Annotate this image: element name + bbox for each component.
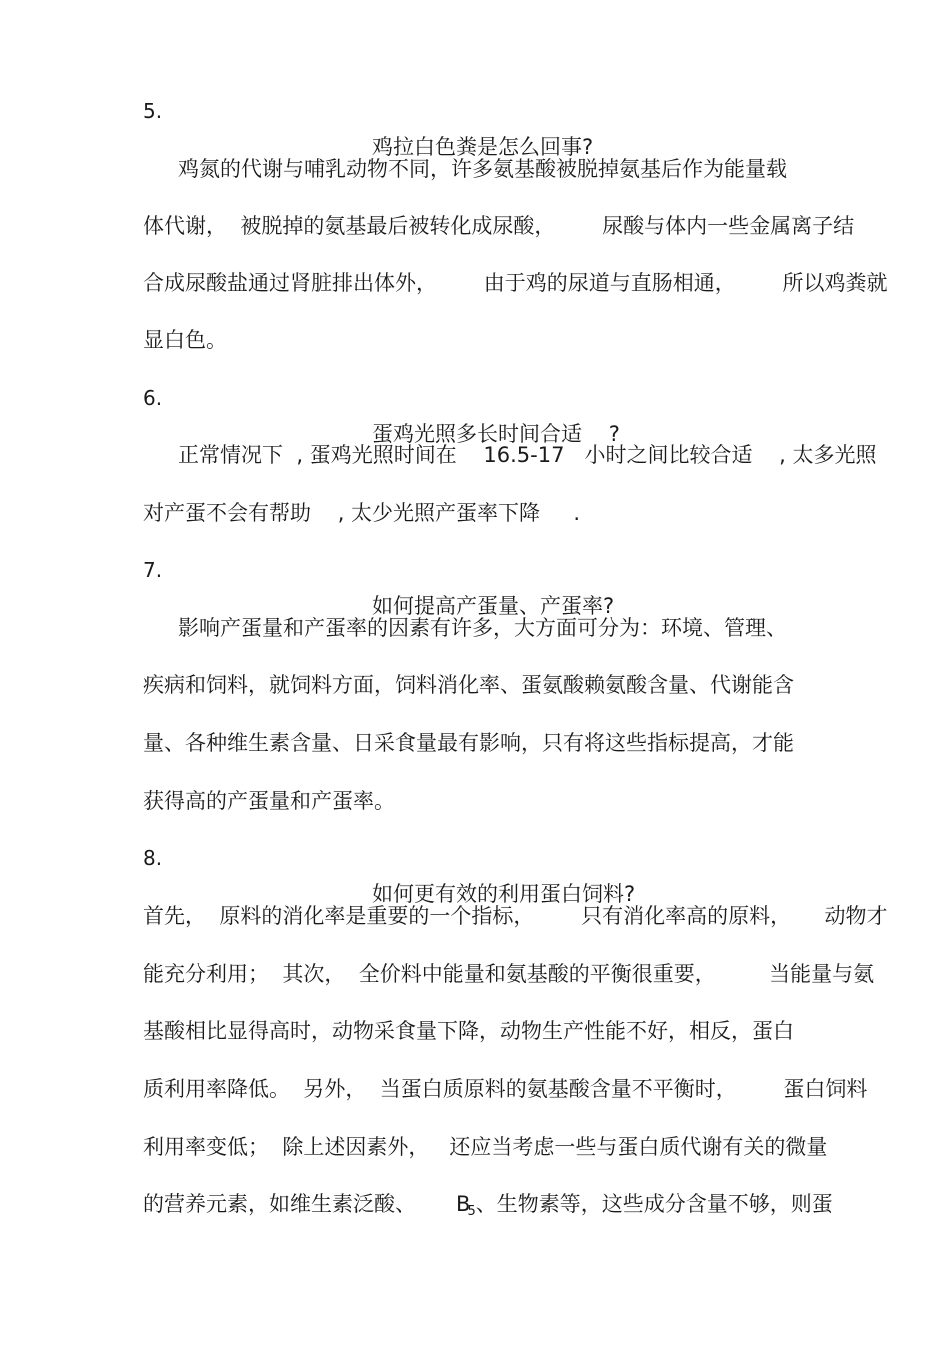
paragraph-text: 首先， 原料的消化率是重要的一个指标， 只有消化率高的原料， 动物才 (143, 904, 888, 928)
subscript: 5 (467, 1204, 476, 1219)
paragraph-line (0, 1093, 950, 1159)
paragraph-line (0, 631, 950, 697)
section-number: 8. (143, 846, 163, 870)
paragraph-text: 量、各种维生素含量、日采食量最有影响，只有将这些指标提高，才能 (143, 731, 794, 755)
paragraph-text: 显白色。 (143, 328, 227, 352)
paragraph-text: 能充分利用； 其次， 全价料中能量和氨基酸的平衡很重要， 当能量与氨 (143, 962, 875, 986)
section-7-heading (0, 516, 950, 618)
section-number: 7. (143, 558, 163, 582)
section-question: 鸡拉白色粪是怎么回事? (372, 135, 594, 159)
paragraph-text: 鸡氮的代谢与哺乳动物不同，许多氨基酸被脱掉氨基后作为能量载 (178, 157, 787, 181)
paragraph-text: 合成尿酸盐通过肾脏排出体外， 由于鸡的尿道与直肠相通， 所以鸡粪就 (143, 271, 888, 295)
paragraph-line (0, 862, 950, 928)
text-fragment: 、生物素等，这些成分含量不够，则蛋 (475, 1192, 833, 1216)
paragraph-line (0, 747, 950, 813)
section-question: 蛋鸡光照多长时间合适 ? (372, 422, 620, 446)
paragraph-line (0, 1035, 950, 1101)
paragraph-text: 利用率变低； 除上述因素外， 还应当考虑一些与蛋白质代谢有关的微量 (143, 1135, 828, 1159)
paragraph-line (0, 977, 950, 1043)
paragraph-text: 体代谢， 被脱掉的氨基最后被转化成尿酸， 尿酸与体内一些金属离子结 (143, 214, 855, 238)
paragraph-text: 基酸相比显得高时，动物采食量下降，动物生产性能不好，相反，蛋白 (143, 1019, 794, 1043)
paragraph-text: 获得高的产蛋量和产蛋率。 (143, 789, 395, 813)
paragraph-text: 正常情况下 , 蛋鸡光照时间在 16.5-17 小时之间比较合适 , 太多光照 (178, 443, 877, 467)
paragraph-line (0, 286, 950, 352)
paragraph-text: 影响产蛋量和产蛋率的因素有许多，大方面可分为：环境、管理、 (178, 616, 787, 640)
paragraph-text: 对产蛋不会有帮助 , 太少光照产蛋率下降 . (143, 501, 581, 525)
paragraph-line (0, 115, 950, 181)
section-question: 如何更有效的利用蛋白饲料? (372, 882, 636, 906)
section-number: 6. (143, 386, 163, 410)
paragraph-text (143, 1186, 833, 1230)
text-fragment: 的营养元素，如维生素泛酸、 B (143, 1192, 471, 1216)
section-8-heading (0, 804, 950, 906)
paragraph-line (0, 574, 950, 640)
paragraph-line (0, 229, 950, 295)
paragraph-line (0, 689, 950, 755)
paragraph-text: 疾病和饲料，就饲料方面，饲料消化率、蛋氨酸赖氨酸含量、代谢能含 (143, 673, 794, 697)
section-6-heading (0, 344, 950, 446)
paragraph-line (0, 1150, 950, 1219)
paragraph-text: 质利用率降低。 另外， 当蛋白质原料的氨基酸含量不平衡时， 蛋白饲料 (143, 1077, 868, 1101)
paragraph-line (0, 459, 950, 525)
section-number: 5. (143, 99, 163, 123)
section-question: 如何提高产蛋量、产蛋率? (372, 594, 615, 618)
section-5-heading (0, 57, 950, 159)
paragraph-line (0, 401, 950, 467)
paragraph-line (0, 172, 950, 238)
paragraph-line (0, 920, 950, 986)
